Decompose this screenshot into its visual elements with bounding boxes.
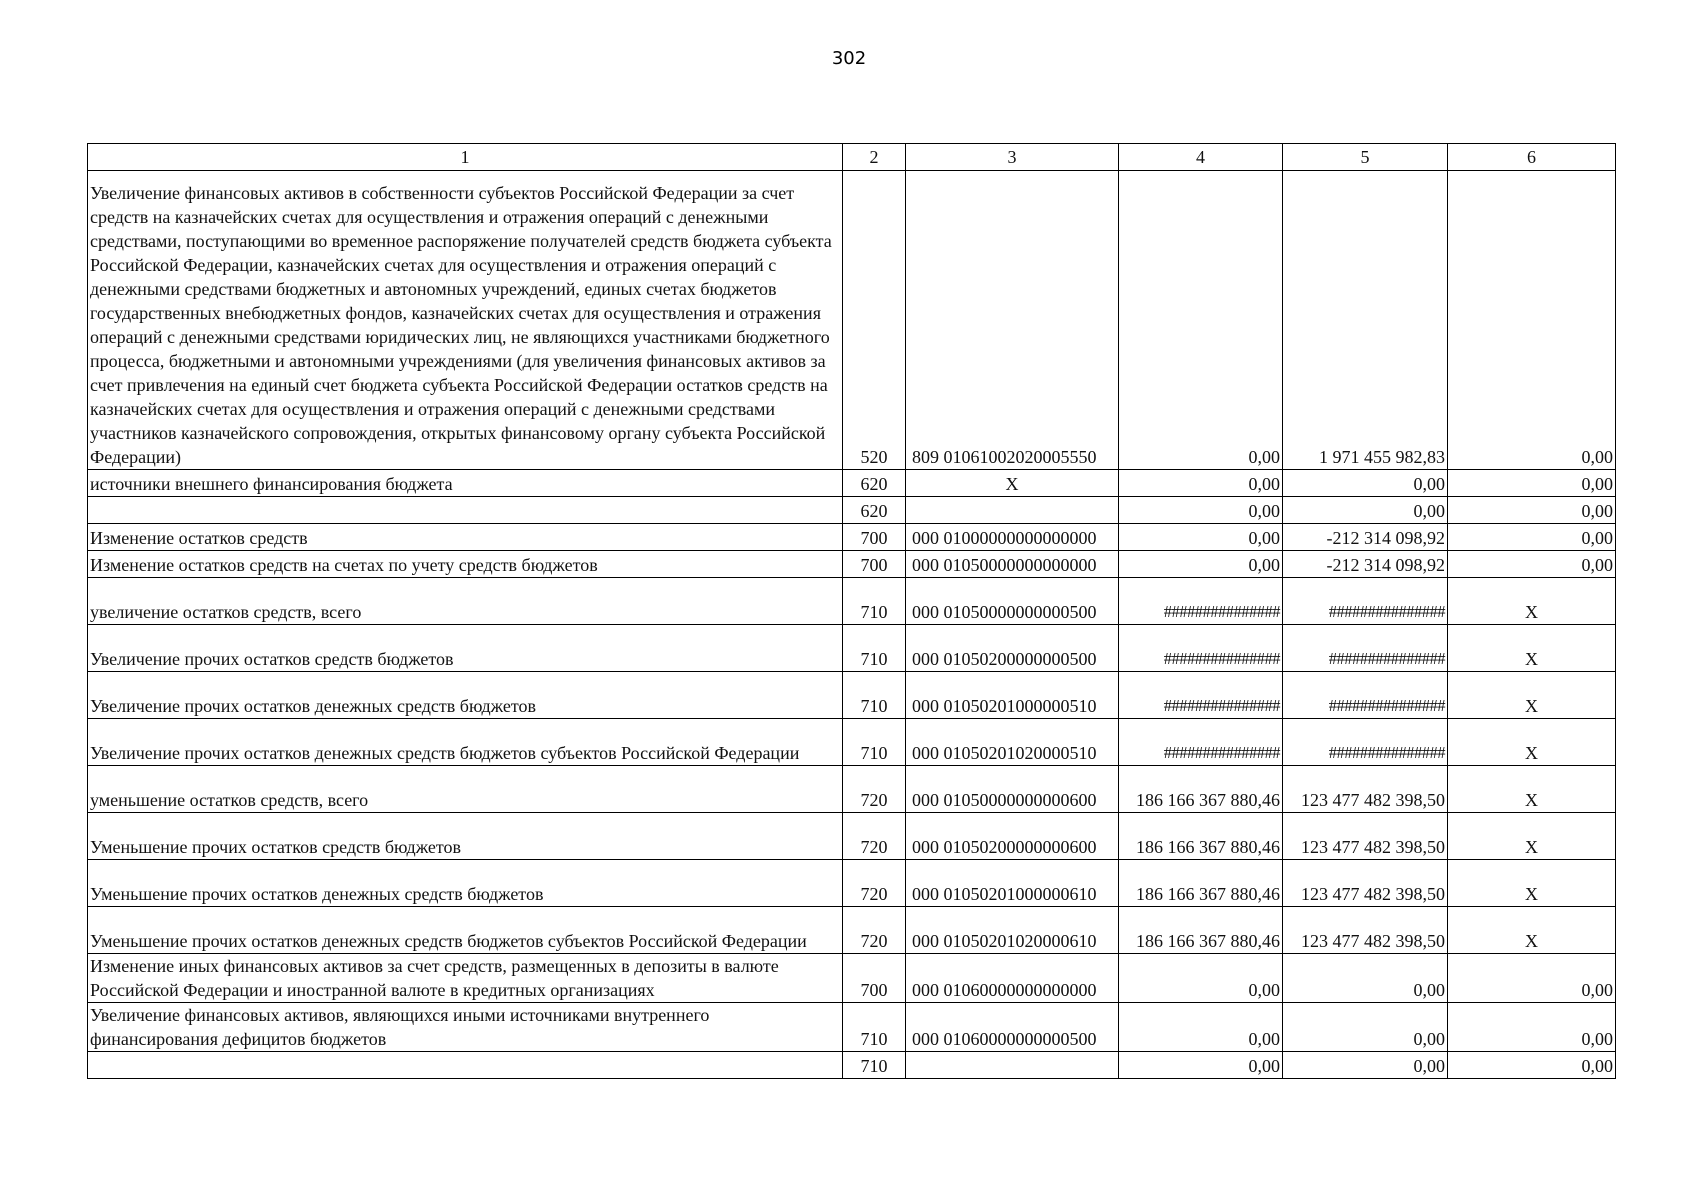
row-value-col4: 0,00 bbox=[1119, 551, 1283, 578]
row-value-col4: 186 166 367 880,46 bbox=[1119, 813, 1283, 860]
row-name: Увеличение финансовых активов в собственности субъектов Российской Федерации за счет средств на казначейских счетах для осуществления и отражения операций с денежными средствами, поступающими во временное распоряжение получателей средств бюджета субъекта Российской Федерации, казначейских счетах для осуществления и отражения операций с денежными средствами бюджетных и автономных учреждений, единых счетах бюджетов государственных внебюджетных фондов, казначейских счетах для осуществления и отражения операций с денежными средствами юридических лиц, не являющихся участниками бюджетного процесса, бюджетными и автономными учреждениями (для увеличения финансовых активов за счет привлечения на единый счет бюджета субъекта Российской Федерации остатков средств на казначейских счетах для осуществления и отражения операций с денежными средствами участников казначейского сопровождения, открытых финансовому органу субъекта Российской Федерации) bbox=[88, 171, 843, 470]
row-line-code: 520 bbox=[843, 171, 906, 470]
row-name: Увеличение прочих остатков денежных средств бюджетов bbox=[88, 672, 843, 719]
row-line-code: 700 bbox=[843, 954, 906, 1003]
row-value-col5: -212 314 098,92 bbox=[1283, 524, 1448, 551]
table-row bbox=[88, 860, 1616, 907]
row-value-col4: ############### bbox=[1119, 719, 1283, 766]
row-line-code: 720 bbox=[843, 766, 906, 813]
row-value-col5: ############### bbox=[1283, 578, 1448, 625]
row-value-col5: 123 477 482 398,50 bbox=[1283, 813, 1448, 860]
row-value-col6: 0,00 bbox=[1448, 524, 1616, 551]
table-row bbox=[88, 1003, 1616, 1052]
row-value-col5: 1 971 455 982,83 bbox=[1283, 171, 1448, 470]
row-name: Уменьшение прочих остатков денежных средств бюджетов bbox=[88, 860, 843, 907]
row-value-col6: X bbox=[1448, 719, 1616, 766]
row-value-col6: X bbox=[1448, 578, 1616, 625]
row-value-col4: 0,00 bbox=[1119, 1052, 1283, 1079]
row-value-col4: 186 166 367 880,46 bbox=[1119, 907, 1283, 954]
table-row bbox=[88, 719, 1616, 766]
row-value-col5: 0,00 bbox=[1283, 1003, 1448, 1052]
column-number-row bbox=[88, 144, 1616, 171]
column-header: 6 bbox=[1448, 144, 1616, 171]
row-value-col4: ############### bbox=[1119, 672, 1283, 719]
row-value-col5: ############### bbox=[1283, 719, 1448, 766]
row-value-col6: 0,00 bbox=[1448, 1052, 1616, 1079]
row-line-code: 710 bbox=[843, 625, 906, 672]
table-row bbox=[88, 578, 1616, 625]
row-budget-code: 000 01050201020000610 bbox=[906, 907, 1119, 954]
row-value-col6: 0,00 bbox=[1448, 470, 1616, 497]
row-name: уменьшение остатков средств, всего bbox=[88, 766, 843, 813]
row-budget-code: 000 01050000000000500 bbox=[906, 578, 1119, 625]
table-row bbox=[88, 524, 1616, 551]
row-budget-code bbox=[906, 497, 1119, 524]
row-line-code: 710 bbox=[843, 719, 906, 766]
row-value-col5: 0,00 bbox=[1283, 1052, 1448, 1079]
row-line-code: 710 bbox=[843, 1003, 906, 1052]
row-value-col6: X bbox=[1448, 766, 1616, 813]
column-header: 3 bbox=[906, 144, 1119, 171]
row-name: увеличение остатков средств, всего bbox=[88, 578, 843, 625]
sources-financing-table bbox=[87, 143, 1616, 1079]
row-name: Уменьшение прочих остатков денежных средств бюджетов субъектов Российской Федерации bbox=[88, 907, 843, 954]
row-line-code: 720 bbox=[843, 860, 906, 907]
row-value-col4: 0,00 bbox=[1119, 497, 1283, 524]
row-budget-code: 000 01050200000000600 bbox=[906, 813, 1119, 860]
row-budget-code bbox=[906, 1052, 1119, 1079]
row-value-col5: 123 477 482 398,50 bbox=[1283, 766, 1448, 813]
table-row bbox=[88, 907, 1616, 954]
row-value-col4: ############### bbox=[1119, 578, 1283, 625]
row-value-col6: 0,00 bbox=[1448, 171, 1616, 470]
table-row bbox=[88, 766, 1616, 813]
row-value-col6: 0,00 bbox=[1448, 954, 1616, 1003]
row-budget-code: 809 01061002020005550 bbox=[906, 171, 1119, 470]
row-value-col4: 186 166 367 880,46 bbox=[1119, 766, 1283, 813]
row-name: источники внешнего финансирования бюджета bbox=[88, 470, 843, 497]
table-row bbox=[88, 551, 1616, 578]
row-value-col4: 0,00 bbox=[1119, 954, 1283, 1003]
row-line-code: 710 bbox=[843, 1052, 906, 1079]
row-line-code: 710 bbox=[843, 578, 906, 625]
row-value-col6: 0,00 bbox=[1448, 551, 1616, 578]
row-name: Увеличение прочих остатков средств бюджетов bbox=[88, 625, 843, 672]
row-budget-code: X bbox=[906, 470, 1119, 497]
table-row bbox=[88, 625, 1616, 672]
row-value-col4: ############### bbox=[1119, 625, 1283, 672]
row-value-col4: 186 166 367 880,46 bbox=[1119, 860, 1283, 907]
row-value-col6: X bbox=[1448, 625, 1616, 672]
row-line-code: 700 bbox=[843, 551, 906, 578]
row-line-code: 620 bbox=[843, 470, 906, 497]
row-budget-code: 000 01050201020000510 bbox=[906, 719, 1119, 766]
row-name: Увеличение прочих остатков денежных средств бюджетов субъектов Российской Федерации bbox=[88, 719, 843, 766]
row-value-col6: X bbox=[1448, 860, 1616, 907]
row-value-col5: 0,00 bbox=[1283, 470, 1448, 497]
column-header: 2 bbox=[843, 144, 906, 171]
row-value-col6: X bbox=[1448, 672, 1616, 719]
row-value-col5: -212 314 098,92 bbox=[1283, 551, 1448, 578]
column-header: 4 bbox=[1119, 144, 1283, 171]
row-budget-code: 000 01060000000000000 bbox=[906, 954, 1119, 1003]
row-name: Изменение остатков средств bbox=[88, 524, 843, 551]
row-value-col6: 0,00 bbox=[1448, 497, 1616, 524]
row-line-code: 620 bbox=[843, 497, 906, 524]
row-value-col4: 0,00 bbox=[1119, 1003, 1283, 1052]
row-value-col4: 0,00 bbox=[1119, 171, 1283, 470]
row-budget-code: 000 01050000000000000 bbox=[906, 551, 1119, 578]
row-line-code: 720 bbox=[843, 907, 906, 954]
row-value-col6: 0,00 bbox=[1448, 1003, 1616, 1052]
row-budget-code: 000 01050000000000600 bbox=[906, 766, 1119, 813]
row-value-col6: X bbox=[1448, 907, 1616, 954]
row-value-col5: 123 477 482 398,50 bbox=[1283, 860, 1448, 907]
row-budget-code: 000 01050200000000500 bbox=[906, 625, 1119, 672]
row-value-col5: 123 477 482 398,50 bbox=[1283, 907, 1448, 954]
row-name: Изменение остатков средств на счетах по учету средств бюджетов bbox=[88, 551, 843, 578]
table-row bbox=[88, 813, 1616, 860]
row-name: Уменьшение прочих остатков средств бюджетов bbox=[88, 813, 843, 860]
table-row bbox=[88, 497, 1616, 524]
table-row bbox=[88, 1052, 1616, 1079]
row-name bbox=[88, 1052, 843, 1079]
row-line-code: 720 bbox=[843, 813, 906, 860]
table-row bbox=[88, 171, 1616, 470]
row-name: Изменение иных финансовых активов за счет средств, размещенных в депозиты в валюте Российской Федерации и иностранной валюте в кредитных организациях bbox=[88, 954, 843, 1003]
row-name: Увеличение финансовых активов, являющихся иными источниками внутреннего финансирования дефицитов бюджетов bbox=[88, 1003, 843, 1052]
column-header: 5 bbox=[1283, 144, 1448, 171]
row-value-col5: 0,00 bbox=[1283, 954, 1448, 1003]
row-line-code: 710 bbox=[843, 672, 906, 719]
table-row bbox=[88, 672, 1616, 719]
row-budget-code: 000 01050201000000510 bbox=[906, 672, 1119, 719]
row-value-col4: 0,00 bbox=[1119, 470, 1283, 497]
row-value-col5: ############### bbox=[1283, 625, 1448, 672]
row-budget-code: 000 01060000000000500 bbox=[906, 1003, 1119, 1052]
table-row bbox=[88, 954, 1616, 1003]
page-number: 302 bbox=[831, 48, 867, 69]
row-budget-code: 000 01050201000000610 bbox=[906, 860, 1119, 907]
row-name bbox=[88, 497, 843, 524]
table-row bbox=[88, 470, 1616, 497]
row-value-col5: ############### bbox=[1283, 672, 1448, 719]
row-value-col5: 0,00 bbox=[1283, 497, 1448, 524]
row-line-code: 700 bbox=[843, 524, 906, 551]
row-value-col4: 0,00 bbox=[1119, 524, 1283, 551]
row-budget-code: 000 01000000000000000 bbox=[906, 524, 1119, 551]
row-value-col6: X bbox=[1448, 813, 1616, 860]
column-header: 1 bbox=[88, 144, 843, 171]
